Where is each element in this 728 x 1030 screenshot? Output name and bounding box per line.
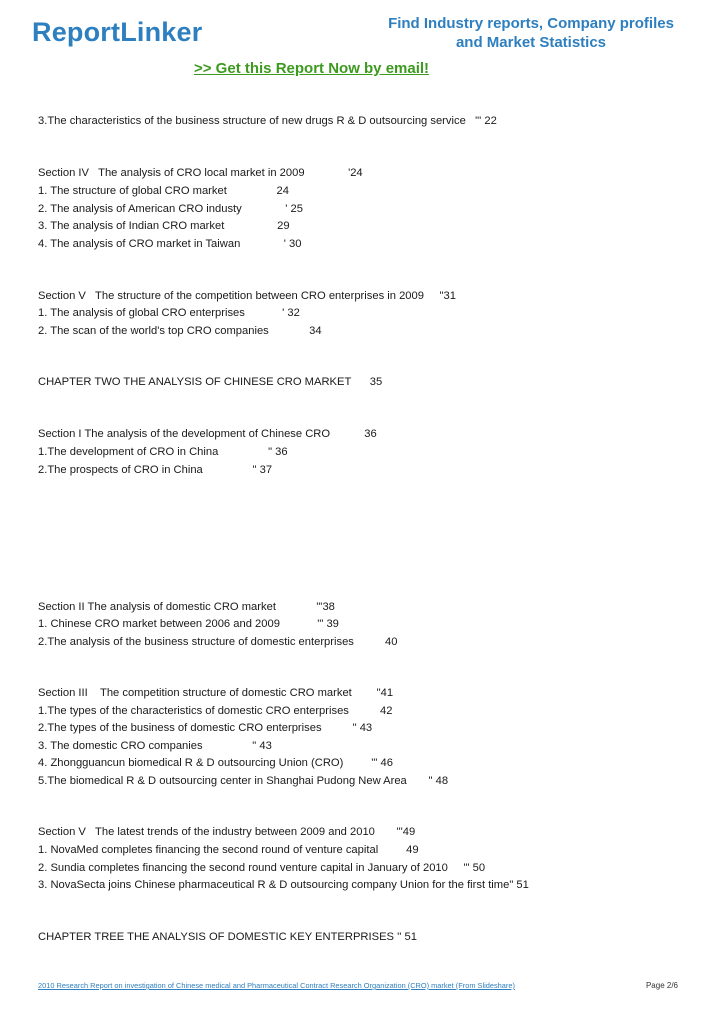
toc-line: 2.The types of the business of domestic CRO enterprises " 43 — [38, 722, 373, 734]
page-number: Page 2/6 — [645, 981, 678, 990]
toc-line: 2. Sundia completes financing the second round venture capital in January of 2010 '" 50 — [38, 862, 486, 874]
toc-line: 2.The analysis of the business structure of domestic enterprises 40 — [38, 636, 398, 648]
toc-section-heading: Section V The latest trends of the industry between 2009 and 2010 "'49 — [38, 826, 416, 838]
toc-line: 3. NovaSecta joins Chinese pharmaceutical R & D outsourcing company Union for the first time" 51 — [38, 879, 529, 891]
toc-line: 2. The scan of the world's top CRO companies 34 — [38, 325, 322, 337]
toc-line: 4. The analysis of CRO market in Taiwan ' 30 — [38, 238, 302, 250]
toc-line: 1. Chinese CRO market between 2006 and 2009 '" 39 — [38, 618, 339, 630]
toc-line: 3. The analysis of Indian CRO market 29 — [38, 220, 290, 232]
toc-line: 2.The prospects of CRO in China " 37 — [38, 464, 273, 476]
report-source-link[interactable]: 2010 Research Report on investigation of Chinese medical and Pharmaceutical Contract Research Organization (CRO) market (From Slideshare) — [38, 981, 515, 990]
toc-chapter-heading: CHAPTER TWO THE ANALYSIS OF CHINESE CRO MARKET 35 — [38, 376, 383, 388]
toc-section-heading: Section II The analysis of domestic CRO market "'38 — [38, 601, 335, 613]
toc-section-heading: Section V The structure of the competition between CRO enterprises in 2009 "31 — [38, 290, 456, 302]
toc-section-heading: Section I The analysis of the development of Chinese CRO 36 — [38, 428, 377, 440]
toc-line: 1.The types of the characteristics of domestic CRO enterprises 42 — [38, 705, 393, 717]
toc-section-heading: Section III The competition structure of domestic CRO market "41 — [38, 687, 394, 699]
toc-line: 1. The analysis of global CRO enterprises ' 32 — [38, 307, 300, 319]
toc-line: 4. Zhongguancun biomedical R & D outsourcing Union (CRO) '" 46 — [38, 757, 393, 769]
toc-section-heading: Section IV The analysis of CRO local market in 2009 '24 — [38, 167, 363, 179]
toc-line: 3.The characteristics of the business structure of new drugs R & D outsourcing service "' 22 — [38, 115, 497, 127]
tagline — [381, 14, 681, 52]
toc-line: 1. NovaMed completes financing the second round of venture capital 49 — [38, 844, 419, 856]
get-report-link[interactable]: >> Get this Report Now by email! — [194, 60, 430, 77]
toc-chapter-heading: CHAPTER TREE THE ANALYSIS OF DOMESTIC KEY ENTERPRISES '' 51 — [38, 931, 417, 943]
toc-line: 3. The domestic CRO companies " 43 — [38, 740, 272, 752]
toc-line: 1.The development of CRO in China " 36 — [38, 446, 288, 458]
tagline-line-1: Find Industry reports, Company profiles — [388, 15, 674, 32]
tagline-line-2: and Market Statistics — [455, 34, 607, 51]
reportlinker-logo[interactable]: ReportLinker — [32, 17, 203, 47]
toc-line: 2. The analysis of American CRO industy ' 25 — [38, 203, 303, 215]
toc-line: 5.The biomedical R & D outsourcing center in Shanghai Pudong New Area " 48 — [38, 775, 449, 787]
toc-line: 1. The structure of global CRO market 24 — [38, 185, 289, 197]
